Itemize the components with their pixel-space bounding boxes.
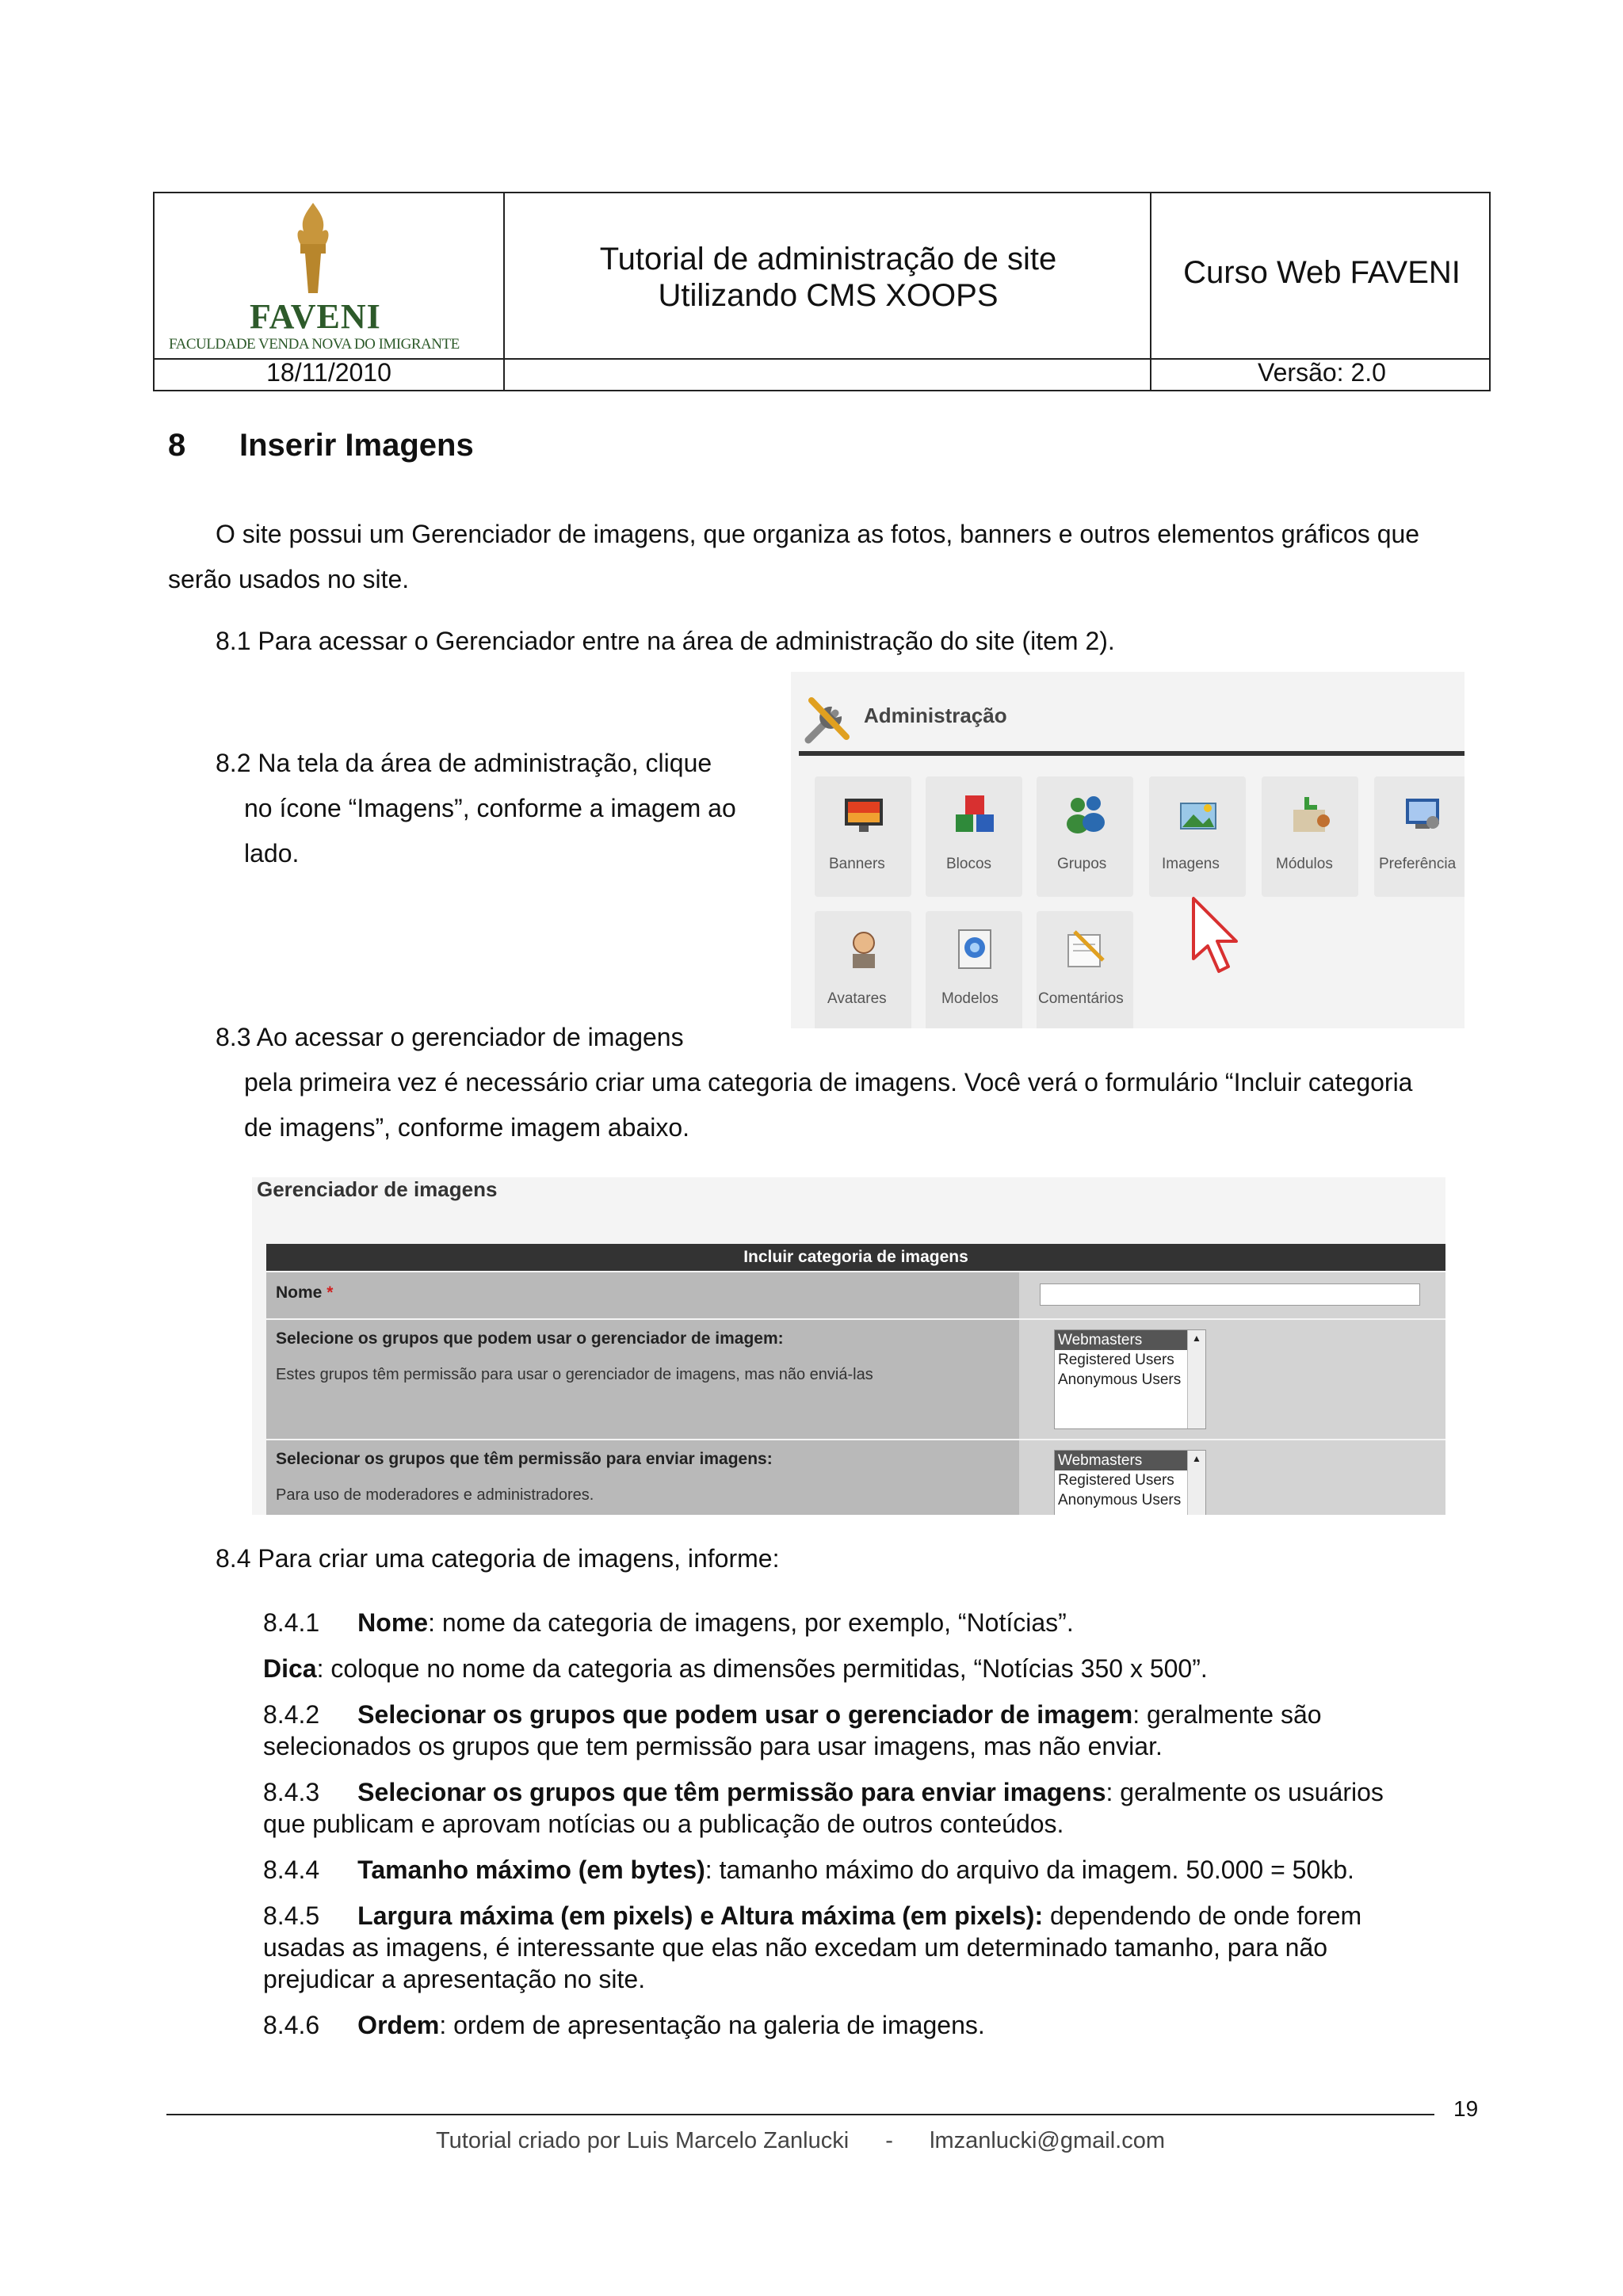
images-icon xyxy=(1176,792,1220,837)
groups-send-desc: Para uso de moderadores e administradores. xyxy=(276,1486,594,1504)
admin-tile-label: Modelos xyxy=(941,990,999,1007)
avatars-icon xyxy=(842,927,886,971)
subitem-8-4-2-line: selecionados os grupos que tem permissão para usar imagens, mas não enviar. xyxy=(263,1732,1163,1760)
groups-use-label: Selecione os grupos que podem usar o gerenciador de imagem: xyxy=(276,1329,784,1348)
preferences-icon xyxy=(1401,792,1445,837)
mouse-cursor-icon xyxy=(1189,895,1244,982)
admin-title: Administração xyxy=(864,704,1007,727)
admin-title-bar xyxy=(799,751,1465,756)
scrollbar[interactable]: ▲ xyxy=(1187,1330,1205,1428)
torch-icon xyxy=(281,200,345,295)
admin-tile-comentarios[interactable] xyxy=(1037,911,1133,1028)
option-registered-users[interactable]: Registered Users xyxy=(1058,1352,1174,1368)
admin-tile-banners[interactable] xyxy=(815,776,911,897)
option-webmasters[interactable]: Webmasters xyxy=(1055,1330,1205,1350)
groups-use-select[interactable] xyxy=(1054,1329,1206,1429)
name-label: Nome xyxy=(276,1283,323,1302)
section-title: Inserir Imagens xyxy=(239,428,474,463)
admin-tile-blocos[interactable] xyxy=(926,776,1022,897)
users-icon xyxy=(1064,792,1108,837)
admin-tile-modelos[interactable] xyxy=(926,911,1022,1028)
modules-icon xyxy=(1289,792,1333,837)
groups-use-desc: Estes grupos têm permissão para usar o gerenciador de imagens, mas não enviá-las xyxy=(276,1366,873,1383)
option-registered-users[interactable]: Registered Users xyxy=(1058,1472,1174,1489)
admin-tile-label: Comentários xyxy=(1038,990,1124,1007)
step-8-2: 8.2 Na tela da área de administração, clique xyxy=(216,749,712,777)
admin-tile-imagens[interactable] xyxy=(1149,776,1246,897)
course-name: Curso Web FAVENI xyxy=(1183,255,1461,290)
option-anonymous-users[interactable]: Anonymous Users xyxy=(1058,1492,1182,1508)
groups-send-label: Selecionar os grupos que têm permissão para enviar imagens: xyxy=(276,1450,773,1468)
intro-line: O site possui um Gerenciador de imagens, que organiza as fotos, banners e outros elementos gráficos que xyxy=(216,520,1420,548)
admin-tile-label: Preferência xyxy=(1379,856,1457,872)
header-table xyxy=(153,192,1491,391)
step-8-3-line: de imagens”, conforme imagem abaixo. xyxy=(244,1113,690,1142)
step-8-2-line: lado. xyxy=(244,839,300,868)
step-8-1: 8.1 Para acessar o Gerenciador entre na área de administração do site (item 2). xyxy=(216,627,1115,655)
logo-subtitle: FACULDADE VENDA NOVA DO IMIGRANTE xyxy=(169,336,460,353)
step-8-3: 8.3 Ao acessar o gerenciador de imagens xyxy=(216,1023,684,1051)
admin-tile-label: Banners xyxy=(829,856,885,872)
scrollbar[interactable]: ▲ xyxy=(1187,1451,1205,1515)
tip: Dica: coloque no nome da categoria as dimensões permitidas, “Notícias 350 x 500”. xyxy=(263,1654,1208,1683)
intro-line: serão usados no site. xyxy=(168,565,410,593)
title-line: Utilizando CMS XOOPS xyxy=(658,278,999,313)
comments-icon xyxy=(1064,927,1108,971)
logo-name: FAVENI xyxy=(250,297,381,336)
admin-tile-label: Imagens xyxy=(1162,856,1220,872)
subitem-8-4-3-line: que publicam e aprovam notícias ou a publicação de outros conteúdos. xyxy=(263,1810,1064,1838)
form-row-name xyxy=(266,1272,1445,1318)
footer-email[interactable]: lmzanlucki@gmail.com xyxy=(930,2128,1166,2153)
subitem-8-4-1: 8.4.1 Nome: nome da categoria de imagens, por exemplo, “Notícias”. xyxy=(263,1608,1074,1637)
subitem-8-4-6: 8.4.6 Ordem: ordem de apresentação na galeria de imagens. xyxy=(263,2011,985,2039)
footer-rule xyxy=(166,2114,1434,2115)
step-8-4: 8.4 Para criar uma categoria de imagens, informe: xyxy=(216,1544,780,1573)
admin-tile-modulos[interactable] xyxy=(1262,776,1358,897)
document-date: 18/11/2010 xyxy=(266,358,391,387)
required-mark: * xyxy=(327,1283,334,1302)
form-title: Incluir categoria de imagens xyxy=(266,1244,1445,1271)
admin-tile-label: Avatares xyxy=(827,990,887,1007)
section-number: 8 xyxy=(168,428,186,463)
admin-tile-grupos[interactable] xyxy=(1037,776,1133,897)
step-8-2-line: no ícone “Imagens”, conforme a imagem ao xyxy=(244,794,736,822)
manager-title: Gerenciador de imagens xyxy=(257,1177,498,1201)
document-title xyxy=(505,241,1151,314)
banners-icon xyxy=(842,792,886,837)
subitem-8-4-5-line: usadas as imagens, é interessante que elas não excedam um determinado tamanho, para não xyxy=(263,1933,1328,1962)
option-anonymous-users[interactable]: Anonymous Users xyxy=(1058,1371,1182,1388)
step-8-3-line: pela primeira vez é necessário criar uma categoria de imagens. Você verá o formulário “Incluir categoria xyxy=(244,1068,1413,1097)
groups-send-select[interactable] xyxy=(1054,1450,1206,1515)
option-webmasters[interactable]: Webmasters xyxy=(1055,1451,1205,1470)
admin-tile-label: Módulos xyxy=(1276,856,1333,872)
name-input[interactable] xyxy=(1040,1283,1420,1306)
footer-credit: Tutorial criado por Luis Marcelo Zanlucki - lmzanlucki@gmail.com xyxy=(436,2128,1166,2153)
blocks-icon xyxy=(953,792,997,837)
subitem-8-4-4: 8.4.4 Tamanho máximo (em bytes): tamanho máximo do arquivo da imagem. 50.000 = 50kb. xyxy=(263,1855,1354,1884)
subitem-8-4-5: 8.4.5 Largura máxima (em pixels) e Altura máxima (em pixels): dependendo de onde forem xyxy=(263,1901,1362,1930)
title-line: Tutorial de administração de site xyxy=(599,242,1057,277)
subitem-8-4-3: 8.4.3 Selecionar os grupos que têm permissão para enviar imagens: geralmente os usuários xyxy=(263,1778,1384,1806)
admin-tile-preferencias[interactable] xyxy=(1374,776,1465,897)
subitem-8-4-2: 8.4.2 Selecionar os grupos que podem usar o gerenciador de imagem: geralmente são xyxy=(263,1700,1322,1729)
admin-tile-avatares[interactable] xyxy=(815,911,911,1028)
subitem-8-4-5-line: prejudicar a apresentação no site. xyxy=(263,1965,646,1993)
templates-icon xyxy=(953,927,997,971)
image-manager-screenshot xyxy=(252,1177,1445,1515)
form-row-groups-send xyxy=(266,1440,1445,1515)
form-row-groups-use xyxy=(266,1320,1445,1439)
admin-tile-label: Grupos xyxy=(1057,856,1107,872)
document-version: Versão: 2.0 xyxy=(1258,358,1386,387)
page-number: 19 xyxy=(1453,2096,1479,2121)
admin-screenshot xyxy=(791,672,1465,1028)
tools-icon xyxy=(800,691,857,748)
admin-tile-label: Blocos xyxy=(946,856,992,872)
